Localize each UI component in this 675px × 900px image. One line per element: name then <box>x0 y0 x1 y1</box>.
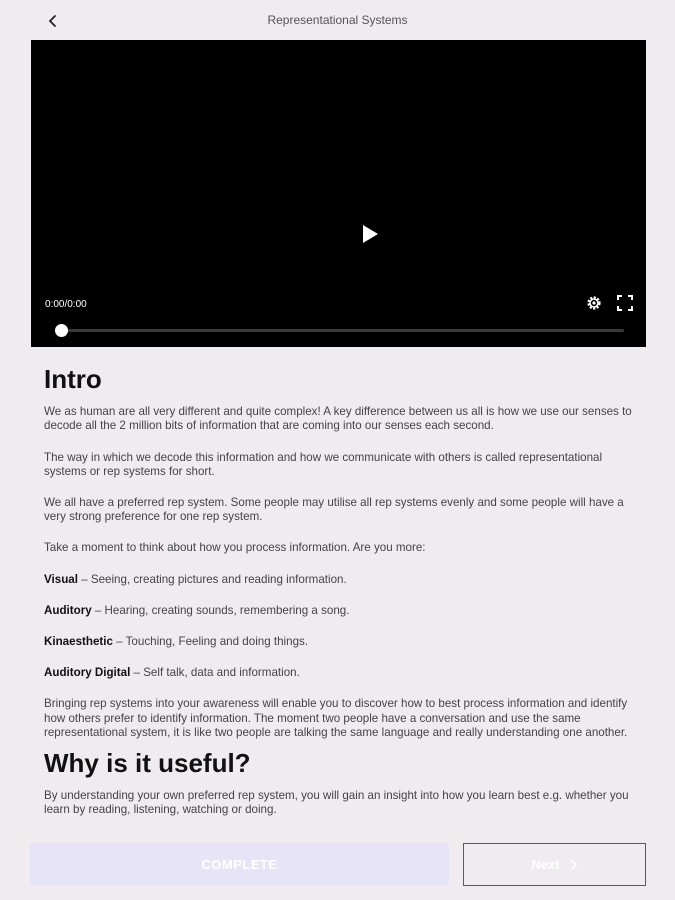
paragraph: Take a moment to think about how you process information. Are you more: <box>44 541 426 555</box>
system-desc: – Seeing, creating pictures and reading information. <box>77 572 347 586</box>
chevron-right-icon <box>568 858 578 872</box>
gear-icon <box>585 294 603 312</box>
progress-thumb[interactable] <box>55 324 68 337</box>
system-desc: – Touching, Feeling and doing things. <box>112 635 309 649</box>
system-desc: – Hearing, creating sounds, remembering a song. <box>91 603 350 617</box>
fullscreen-button[interactable] <box>616 294 634 312</box>
paragraph: The way in which we decode this information and how we communicate with others is called representational systems or rep systems for short. <box>44 450 603 478</box>
system-name: Auditory Digital <box>44 666 131 680</box>
settings-button[interactable] <box>585 294 603 312</box>
system-name: Auditory <box>44 603 92 617</box>
play-button[interactable] <box>357 221 383 247</box>
heading-why-useful: Why is it useful? <box>44 748 251 779</box>
top-bar <box>0 0 675 40</box>
list-item <box>44 573 634 587</box>
list-item <box>44 666 634 680</box>
system-name: Visual <box>44 572 78 586</box>
list-item <box>44 604 634 618</box>
lesson-content <box>44 364 634 826</box>
paragraph: Bringing rep systems into your awareness will enable you to discover how to best process information and identify how others prefer to identify information. The moment two people have a conversation and use the same representational system, it is like two people are talking the same language and really understanding one another. <box>44 697 628 739</box>
page-title: Representational Systems <box>267 13 408 27</box>
footer-bar <box>0 826 675 900</box>
next-label: Next <box>531 857 560 872</box>
system-name: Kinaesthetic <box>44 635 113 649</box>
fullscreen-icon <box>616 294 634 312</box>
play-icon <box>361 224 379 244</box>
system-desc: – Self talk, data and information. <box>130 666 300 680</box>
paragraph: We all have a preferred rep system. Some people may utilise all rep systems evenly and some people will have a very strong preference for one rep system. <box>44 496 624 524</box>
complete-button[interactable]: COMPLETE <box>30 843 449 886</box>
list-item <box>44 635 634 649</box>
video-time: 0:00/0:00 <box>45 299 87 310</box>
heading-intro: Intro <box>44 364 102 394</box>
paragraph: We as human are all very different and quite complex! A key difference between us all is how we use our senses to decode all the 2 million bits of information that are coming into our senses each second. <box>44 405 632 433</box>
paragraph: By understanding your own preferred rep system, you will gain an insight into how you learn best e.g. whether you learn by reading, listening, watching or doing. <box>44 789 629 817</box>
progress-track[interactable] <box>61 329 624 332</box>
next-button[interactable] <box>463 843 646 886</box>
video-player[interactable] <box>31 40 646 347</box>
